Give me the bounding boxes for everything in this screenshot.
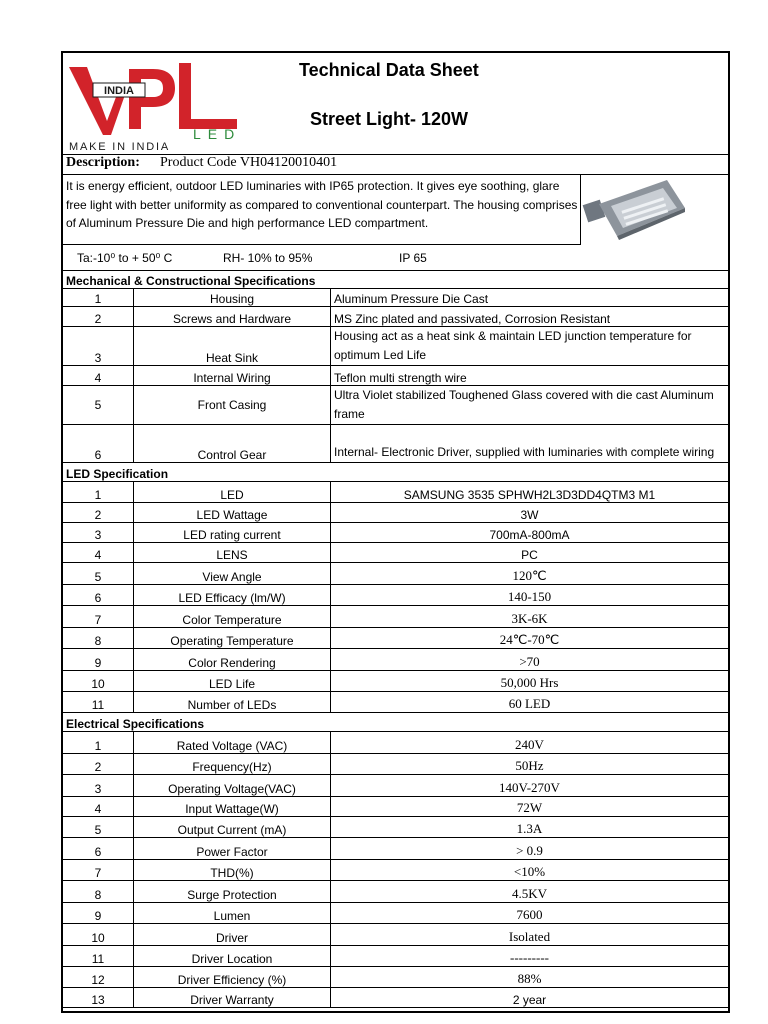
row-number: 7 <box>63 860 134 881</box>
row-value: > 0.9 <box>331 838 729 860</box>
page-title: Technical Data Sheet <box>299 60 479 80</box>
page-subtitle: Street Light- 120W <box>310 109 469 129</box>
table-row <box>63 903 728 924</box>
row-item: Front Casing <box>134 386 331 425</box>
table-row <box>63 585 728 606</box>
logo-tagline: MAKE IN INDIA <box>69 141 171 151</box>
row-number: 5 <box>63 563 134 585</box>
section-row <box>63 271 728 289</box>
row-value: 60 LED <box>331 692 729 713</box>
row-item: Surge Protection <box>134 881 331 903</box>
row-item: Control Gear <box>134 425 331 463</box>
row-number: 2 <box>63 503 134 523</box>
description-row <box>63 154 728 175</box>
description-label: Description: <box>66 155 140 170</box>
spec-table <box>63 270 728 1008</box>
section-title-mechanical: Mechanical & Constructional Specifications <box>63 271 728 289</box>
row-value: --------- <box>331 946 729 967</box>
row-number: 6 <box>63 425 134 463</box>
table-row <box>63 692 728 713</box>
row-value: Aluminum Pressure Die Cast <box>331 289 729 307</box>
description-text: It is energy efficient, outdoor LED luminaries with IP65 protection. It gives eye soothing, glare free light with better uniformity as compared to conventional counterpart. The housing comprises of Aluminum Pressure Die and high performance LED compartment. <box>63 174 581 245</box>
row-number: 3 <box>63 523 134 543</box>
table-row <box>63 628 728 649</box>
table-row <box>63 563 728 585</box>
row-value: SAMSUNG 3535 SPHWH2L3D3DD4QTM3 M1 <box>331 482 729 503</box>
table-row <box>63 838 728 860</box>
table-row <box>63 775 728 797</box>
row-value: 140V-270V <box>331 775 729 797</box>
row-number: 6 <box>63 585 134 606</box>
row-value: 88% <box>331 967 729 988</box>
row-number: 11 <box>63 946 134 967</box>
row-value: 3K-6K <box>331 606 729 628</box>
row-item: LED Wattage <box>134 503 331 523</box>
table-row <box>63 946 728 967</box>
row-number: 11 <box>63 692 134 713</box>
table-row <box>63 425 728 463</box>
row-value: >70 <box>331 649 729 671</box>
row-item: Frequency(Hz) <box>134 754 331 775</box>
row-item: Power Factor <box>134 838 331 860</box>
table-row <box>63 797 728 817</box>
table-row <box>63 327 728 366</box>
table-row <box>63 289 728 307</box>
table-row <box>63 967 728 988</box>
row-value: <10% <box>331 860 729 881</box>
row-number: 1 <box>63 732 134 754</box>
row-item: Input Wattage(W) <box>134 797 331 817</box>
logo-led-text: LED <box>193 126 242 142</box>
row-value: 120℃ <box>331 563 729 585</box>
row-value: Housing act as a heat sink & maintain LED junction temperature for optimum Led Life <box>331 327 729 366</box>
row-item: Driver <box>134 924 331 946</box>
product-image <box>581 174 708 270</box>
row-number: 12 <box>63 967 134 988</box>
row-item: Screws and Hardware <box>134 307 331 327</box>
table-row <box>63 988 728 1008</box>
row-value: 7600 <box>331 903 729 924</box>
row-value: Isolated <box>331 924 729 946</box>
operating-conditions <box>63 245 581 271</box>
row-value: 1.3A <box>331 817 729 838</box>
row-number: 4 <box>63 543 134 563</box>
row-value: MS Zinc plated and passivated, Corrosion Resistant <box>331 307 729 327</box>
table-row <box>63 817 728 838</box>
row-value: 140-150 <box>331 585 729 606</box>
table-row <box>63 307 728 327</box>
table-row <box>63 523 728 543</box>
table-row <box>63 754 728 775</box>
row-number: 5 <box>63 817 134 838</box>
row-item: Driver Efficiency (%) <box>134 967 331 988</box>
row-number: 9 <box>63 903 134 924</box>
table-row <box>63 366 728 386</box>
row-item: Internal Wiring <box>134 366 331 386</box>
row-number: 1 <box>63 289 134 307</box>
row-value: 700mA-800mA <box>331 523 729 543</box>
table-row <box>63 924 728 946</box>
relative-humidity: RH- 10% to 95% <box>223 251 313 265</box>
row-value: 50Hz <box>331 754 729 775</box>
ip-rating: IP 65 <box>399 251 427 265</box>
data-sheet <box>61 51 730 1013</box>
row-item: LED <box>134 482 331 503</box>
street-light-icon <box>581 174 708 270</box>
row-item: Housing <box>134 289 331 307</box>
row-number: 1 <box>63 482 134 503</box>
row-item: Number of LEDs <box>134 692 331 713</box>
row-number: 13 <box>63 988 134 1008</box>
row-number: 5 <box>63 386 134 425</box>
row-item: View Angle <box>134 563 331 585</box>
row-value: Ultra Violet stabilized Toughened Glass covered with die cast Aluminum frame <box>331 386 729 425</box>
row-item: Driver Location <box>134 946 331 967</box>
row-number: 10 <box>63 924 134 946</box>
row-value: 4.5KV <box>331 881 729 903</box>
product-code: Product Code VH04120010401 <box>160 155 338 170</box>
row-number: 8 <box>63 628 134 649</box>
table-row <box>63 386 728 425</box>
table-row <box>63 503 728 523</box>
table-row <box>63 482 728 503</box>
table-row <box>63 732 728 754</box>
logo-india-text: INDIA <box>104 85 134 97</box>
ambient-temperature: Ta:-10⁰ to + 50⁰ C <box>77 251 173 265</box>
row-value: Teflon multi strength wire <box>331 366 729 386</box>
row-value: 24℃-70℃ <box>331 628 729 649</box>
section-row <box>63 713 728 732</box>
row-item: LED rating current <box>134 523 331 543</box>
table-row <box>63 606 728 628</box>
row-item: THD(%) <box>134 860 331 881</box>
vpl-logo <box>67 59 253 151</box>
row-value: 50,000 Hrs <box>331 671 729 692</box>
row-value: PC <box>331 543 729 563</box>
row-item: Lumen <box>134 903 331 924</box>
row-item: Driver Warranty <box>134 988 331 1008</box>
header <box>63 53 728 155</box>
row-item: LENS <box>134 543 331 563</box>
row-item: Rated Voltage (VAC) <box>134 732 331 754</box>
row-item: LED Efficacy (lm/W) <box>134 585 331 606</box>
row-value: 2 year <box>331 988 729 1008</box>
row-number: 3 <box>63 775 134 797</box>
section-title-led: LED Specification <box>63 463 728 482</box>
row-number: 6 <box>63 838 134 860</box>
row-number: 8 <box>63 881 134 903</box>
row-number: 4 <box>63 366 134 386</box>
row-number: 2 <box>63 307 134 327</box>
row-item: Color Rendering <box>134 649 331 671</box>
table-row <box>63 649 728 671</box>
row-item: Color Temperature <box>134 606 331 628</box>
row-number: 7 <box>63 606 134 628</box>
row-value: 72W <box>331 797 729 817</box>
row-value: 240V <box>331 732 729 754</box>
table-row <box>63 881 728 903</box>
row-item: Output Current (mA) <box>134 817 331 838</box>
row-number: 10 <box>63 671 134 692</box>
row-item: Operating Voltage(VAC) <box>134 775 331 797</box>
table-row <box>63 860 728 881</box>
table-row <box>63 671 728 692</box>
row-value: 3W <box>331 503 729 523</box>
row-number: 3 <box>63 327 134 366</box>
section-row <box>63 463 728 482</box>
row-number: 4 <box>63 797 134 817</box>
section-title-electrical: Electrical Specifications <box>63 713 728 732</box>
row-number: 2 <box>63 754 134 775</box>
table-row <box>63 543 728 563</box>
row-number: 9 <box>63 649 134 671</box>
row-value: Internal- Electronic Driver, supplied with luminaries with complete wiring <box>331 425 729 463</box>
row-item: LED Life <box>134 671 331 692</box>
row-item: Operating Temperature <box>134 628 331 649</box>
row-item: Heat Sink <box>134 327 331 366</box>
